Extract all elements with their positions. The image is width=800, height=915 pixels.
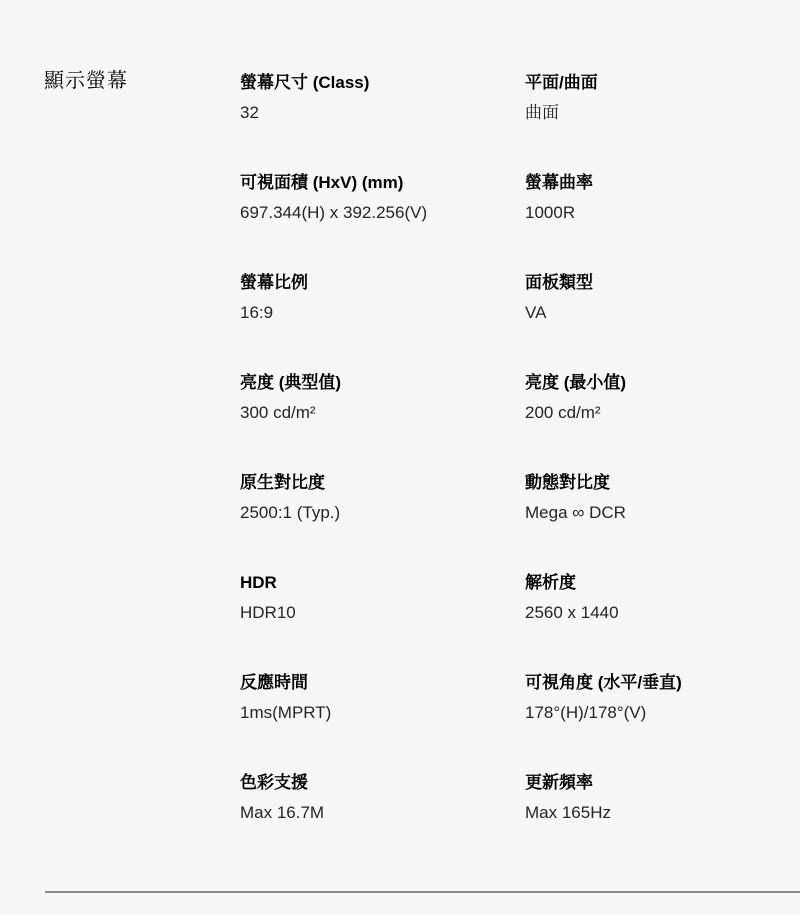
spec-label: 更新頻率 (525, 773, 593, 792)
spec-item-dynamic-contrast (525, 468, 800, 528)
spec-grid (240, 68, 800, 828)
spec-label: 面板類型 (525, 273, 593, 292)
spec-value: 178°(H)/178°(V) (525, 703, 647, 722)
spec-item-brightness-typical (240, 368, 525, 428)
spec-value: 697.344(H) x 392.256(V) (240, 203, 428, 222)
spec-value: Mega ∞ DCR (525, 503, 626, 522)
spec-item-resolution (525, 568, 800, 628)
spec-label: 亮度 (典型值) (240, 373, 342, 392)
spec-label: 色彩支援 (240, 773, 308, 792)
spec-value: 300 cd/m² (240, 403, 316, 422)
spec-label: 可視角度 (水平/垂直) (525, 673, 682, 692)
spec-item-panel-type (525, 268, 800, 328)
spec-item-screen-curvature (525, 168, 800, 228)
spec-value: 200 cd/m² (525, 403, 601, 422)
spec-label: HDR (240, 573, 277, 592)
spec-label: 螢幕比例 (240, 273, 308, 292)
section-divider (45, 891, 800, 893)
spec-item-viewing-angle (525, 668, 800, 728)
spec-value: 1000R (525, 203, 576, 222)
spec-item-response-time (240, 668, 525, 728)
spec-label: 螢幕曲率 (525, 173, 593, 192)
spec-value: Max 16.7M (240, 803, 325, 822)
spec-value: 2500:1 (Typ.) (240, 503, 341, 522)
spec-item-active-display-size (240, 168, 525, 228)
spec-value: 32 (240, 103, 259, 122)
spec-label: 平面/曲面 (525, 73, 598, 92)
spec-value: HDR10 (240, 603, 296, 622)
spec-item-aspect-ratio (240, 268, 525, 328)
spec-value: 曲面 (525, 103, 559, 122)
spec-item-hdr (240, 568, 525, 628)
spec-item-static-contrast (240, 468, 525, 528)
section-title: 顯示螢幕 (44, 70, 128, 92)
spec-item-flat-curved (525, 68, 800, 128)
spec-item-color-support (240, 768, 525, 828)
spec-label: 螢幕尺寸 (Class) (240, 73, 370, 92)
spec-value: Max 165Hz (525, 803, 611, 822)
spec-item-screen-size (240, 68, 525, 128)
spec-label: 可視面積 (HxV) (mm) (240, 173, 404, 192)
spec-value: 2560 x 1440 (525, 603, 619, 622)
spec-label: 動態對比度 (525, 473, 610, 492)
spec-label: 原生對比度 (240, 473, 325, 492)
spec-item-refresh-rate (525, 768, 800, 828)
spec-item-brightness-min (525, 368, 800, 428)
spec-label: 反應時間 (240, 673, 308, 692)
spec-label: 解析度 (525, 573, 576, 592)
spec-label: 亮度 (最小值) (525, 373, 627, 392)
spec-value: 1ms(MPRT) (240, 703, 332, 722)
spec-value: 16:9 (240, 303, 274, 322)
spec-value: VA (525, 303, 547, 322)
